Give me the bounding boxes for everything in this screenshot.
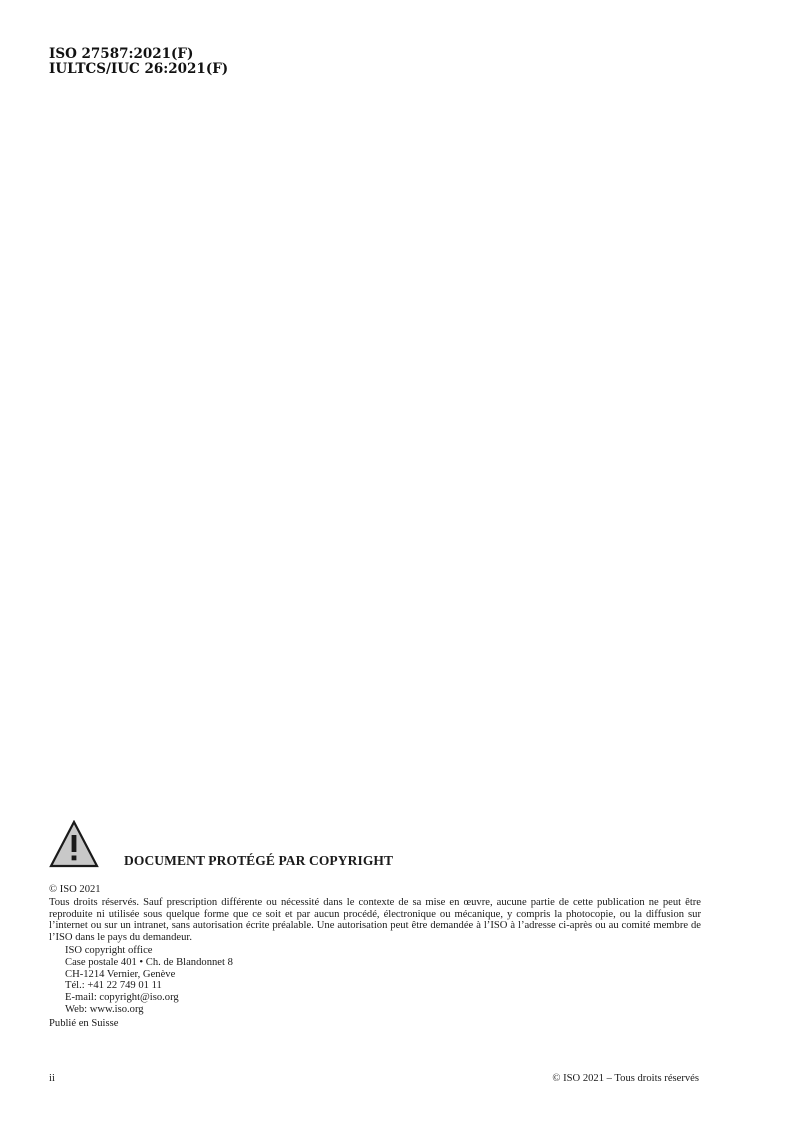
published-in: Publié en Suisse bbox=[49, 1017, 119, 1029]
copyright-year-line: © ISO 2021 bbox=[49, 884, 101, 895]
address-web: Web: www.iso.org bbox=[65, 1003, 144, 1015]
address-phone: Tél.: +41 22 749 01 11 bbox=[65, 980, 162, 992]
address-office: ISO copyright office bbox=[65, 944, 153, 956]
page-number: ii bbox=[49, 1073, 55, 1084]
document-header bbox=[49, 47, 228, 77]
copyright-title: DOCUMENT PROTÉGÉ PAR COPYRIGHT bbox=[124, 853, 394, 868]
iso-address bbox=[49, 945, 701, 1016]
address-city: CH-1214 Vernier, Genève bbox=[65, 968, 176, 980]
warning-triangle-icon bbox=[49, 820, 99, 868]
rights-statement: Tous droits réservés. Sauf prescription différente ou nécessité dans le contexte de sa mise en œuvre, aucune partie de cette publication ne peut être reproduite ni utilisée sous quelque forme que ce soit et par aucun procédé, électronique ou mécanique, y compris la photocopie, ou la diffusion sur l’internet ou sur un intranet, sans autorisation écrite préalable. Une autorisation peut être demandée à l’ISO à l’adresse ci-après ou au comité membre de l’ISO dans le pays du demandeur. bbox=[49, 896, 701, 944]
standard-code-iultcs: IULTCS/IUC 26:2021(F) bbox=[49, 61, 229, 77]
address-email: E-mail: copyright@iso.org bbox=[65, 992, 179, 1004]
standard-code-iso: ISO 27587:2021(F) bbox=[49, 46, 194, 62]
address-postal: Case postale 401 • Ch. de Blandonnet 8 bbox=[65, 956, 233, 968]
copyright-warning-row bbox=[49, 820, 701, 870]
copyright-notice bbox=[49, 820, 701, 1030]
footer-rights: © ISO 2021 – Tous droits réservés bbox=[552, 1073, 699, 1084]
